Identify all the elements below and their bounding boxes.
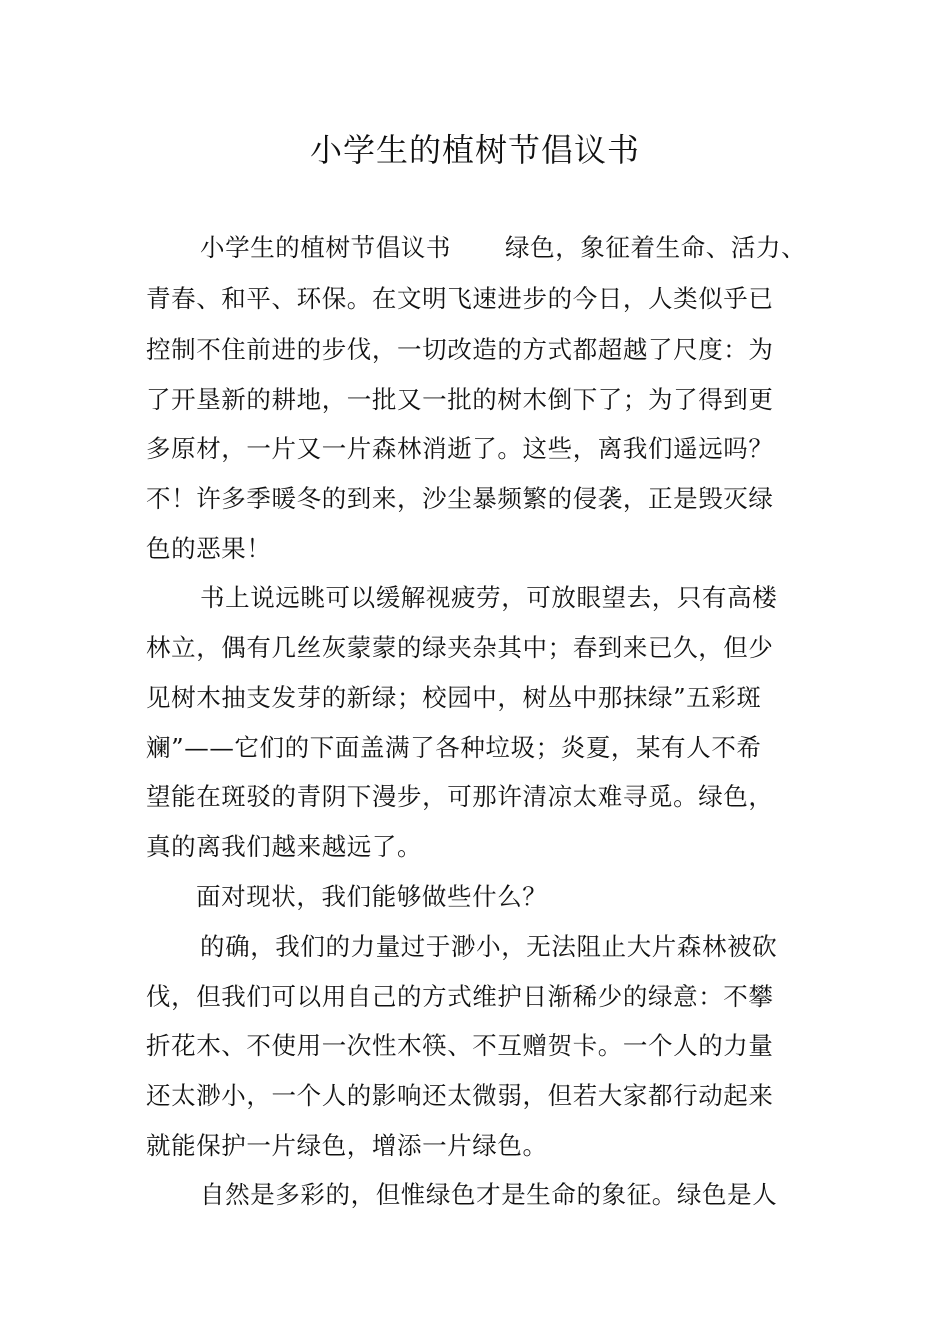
paragraph-text: 绿色，象征着生命、活力、: [505, 233, 807, 262]
paragraph-2-line-1: 书上说远眺可以缓解视疲劳，可放眼望去，只有高楼: [200, 583, 778, 612]
paragraph-1-line-1: [200, 231, 806, 265]
paragraph-1-line-3: 控制不住前进的步伐，一切改造的方式都超越了尺度：为: [146, 335, 774, 364]
paragraph-1-line-4: 了开垦新的耕地，一批又一批的树木倒下了；为了得到更: [146, 385, 774, 414]
paragraph-1-line-5: 多原材，一片又一片森林消逝了。这些，离我们遥远吗？: [146, 434, 774, 463]
paragraph-2-line-4: 斓”——它们的下面盖满了各种垃圾；炎夏，某有人不希: [146, 733, 762, 762]
document-title: 小学生的植树节倡议书: [309, 131, 640, 169]
paragraph-5-line-1: 自然是多彩的，但惟绿色才是生命的象征。绿色是人: [200, 1180, 778, 1209]
paragraph-4-line-2: 伐，但我们可以用自己的方式维护日渐稀少的绿意：不攀: [146, 982, 774, 1011]
paragraph-1-line-2: 青春、和平、环保。在文明飞速进步的今日，人类似乎已: [146, 284, 774, 313]
paragraph-1-line-7: 色的恶果！: [146, 534, 272, 563]
paragraph-4-line-3: 折花木、不使用一次性木筷、不互赠贺卡。一个人的力量: [146, 1031, 774, 1060]
paragraph-1-line-6: 不！许多季暖冬的到来，沙尘暴频繁的侵袭，正是毁灭绿: [146, 484, 774, 513]
paragraph-2-line-3: 见树木抽支发芽的新绿；校园中，树丛中那抹绿”五彩斑: [146, 683, 762, 712]
paragraph-2-line-5: 望能在斑驳的青阴下漫步，可那许清凉太难寻觅。绿色，: [146, 782, 774, 811]
paragraph-lead-title: 小学生的植树节倡议书: [200, 233, 451, 262]
paragraph-4-line-4: 还太渺小，一个人的影响还太微弱，但若大家都行动起来: [146, 1081, 774, 1110]
paragraph-2-line-2: 林立，偶有几丝灰蒙蒙的绿夹杂其中；春到来已久，但少: [146, 633, 774, 662]
paragraph-3-line-1: 面对现状，我们能够做些什么？: [196, 882, 548, 911]
paragraph-4-line-5: 就能保护一片绿色，增添一片绿色。: [146, 1131, 548, 1160]
paragraph-4-line-1: 的确，我们的力量过于渺小，无法阻止大片森林被砍: [200, 932, 778, 961]
paragraph-2-line-6: 真的离我们越来越远了。: [146, 832, 423, 861]
